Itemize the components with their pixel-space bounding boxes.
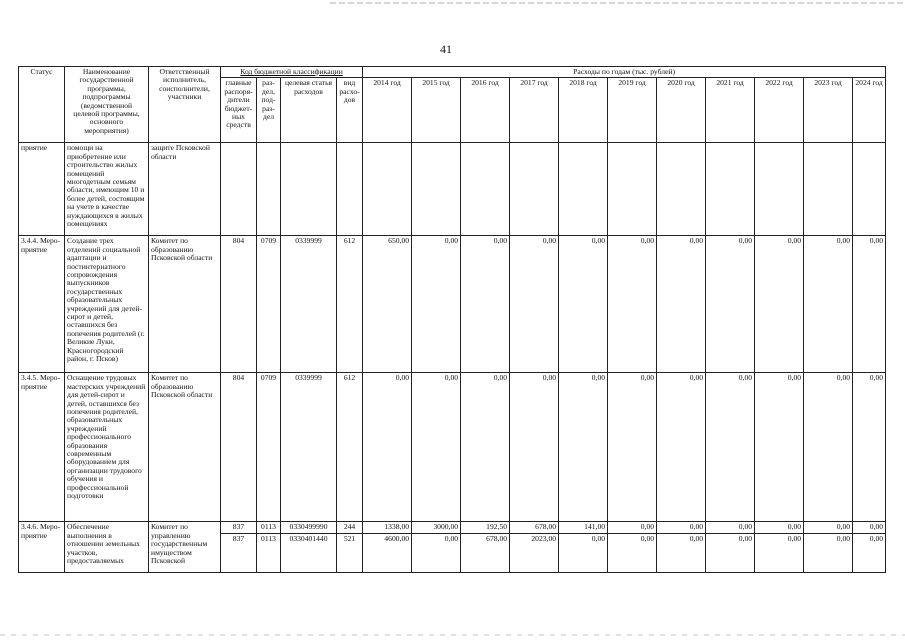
- cell-type: 612: [337, 236, 363, 373]
- cell-value: 4600,00: [363, 534, 412, 573]
- cell-status: 3.4.4. Меро-приятие: [19, 236, 65, 373]
- cell-status: приятие: [19, 143, 65, 236]
- header-year: 2017 год: [510, 78, 559, 143]
- cell-value: 0,00: [755, 373, 804, 522]
- cell-value: [804, 143, 853, 236]
- cell-value: 0,00: [755, 522, 804, 534]
- cell-value: 0,00: [461, 236, 510, 373]
- cell-value: 0,00: [657, 236, 706, 373]
- cell-section: 0709: [257, 236, 281, 373]
- cell-status: 3.4.6. Меро-приятие: [19, 522, 65, 573]
- header-target: целевая статья расходов: [281, 78, 337, 143]
- cell-value: 0,00: [804, 534, 853, 573]
- header-year: 2021 год: [706, 78, 755, 143]
- cell-value: 0,00: [706, 534, 755, 573]
- cell-value: [755, 143, 804, 236]
- header-year: 2019 год: [608, 78, 657, 143]
- cell-value: 0,00: [412, 373, 461, 522]
- header-grbs: главные распоря-дители бюджет-ных средств: [221, 78, 257, 143]
- cell-name: помощи на приобретение или строительство жилых помещений многодетным семьям области, имеющим 10 и более детей, состоящим на учете в качестве нуждающихся в жилых помещениях: [65, 143, 149, 236]
- cell-value: 0,00: [510, 373, 559, 522]
- cell-name: Оснащение трудовых мастерских учреждений для детей-сирот и детей, оставшихся без попечения родителей, образовательных учреждений профессионального образования современным оборудованием для организации трудового обучения и профессиональной подготовки: [65, 373, 149, 522]
- cell-grbs: 804: [221, 373, 257, 522]
- cell-value: 650,00: [363, 236, 412, 373]
- cell-value: 0,00: [804, 373, 853, 522]
- cell-grbs: 804: [221, 236, 257, 373]
- cell-value: 0,00: [706, 373, 755, 522]
- cell-value: 0,00: [755, 236, 804, 373]
- cell-value: 0,00: [559, 236, 608, 373]
- cell-value: 0,00: [608, 534, 657, 573]
- header-type: вид расхо-дов: [337, 78, 363, 143]
- cell-section: [257, 143, 281, 236]
- cell-value: 0,00: [853, 236, 886, 373]
- table-row: [19, 373, 886, 522]
- page-number: 41: [440, 42, 452, 56]
- cell-value: 0,00: [853, 534, 886, 573]
- header-year: 2020 год: [657, 78, 706, 143]
- cell-name: Обеспечение выполнения в отношении земельных участков, предоставляемых: [65, 522, 149, 573]
- cell-value: 0,00: [706, 522, 755, 534]
- cell-value: 0,00: [657, 534, 706, 573]
- cell-value: 0,00: [608, 373, 657, 522]
- header-year: 2023 год: [804, 78, 853, 143]
- cell-target: 0339999: [281, 236, 337, 373]
- cell-value: [853, 143, 886, 236]
- cell-status: 3.4.5. Меро-приятие: [19, 373, 65, 522]
- cell-value: 2023,00: [510, 534, 559, 573]
- cell-executor: Комитет по образованию Псковской области: [149, 373, 221, 522]
- cell-value: 3000,00: [412, 522, 461, 534]
- cell-value: 0,00: [412, 534, 461, 573]
- cell-target: 0339999: [281, 373, 337, 522]
- cell-section: 0709: [257, 373, 281, 522]
- cell-type: [337, 143, 363, 236]
- scan-artifact-bottom: [0, 634, 905, 636]
- cell-executor: Комитет по управлению государственным имуществом Псковской: [149, 522, 221, 573]
- cell-value: 0,00: [804, 522, 853, 534]
- cell-section: 0113: [257, 522, 281, 534]
- cell-value: 0,00: [608, 236, 657, 373]
- cell-value: 0,00: [510, 236, 559, 373]
- cell-value: [510, 143, 559, 236]
- cell-value: 0,00: [706, 236, 755, 373]
- cell-value: [608, 143, 657, 236]
- table-row: [19, 522, 886, 534]
- cell-grbs: 837: [221, 522, 257, 534]
- table-row: [19, 143, 886, 236]
- cell-type: 244: [337, 522, 363, 534]
- cell-executor: Комитет по образованию Псковской области: [149, 236, 221, 373]
- scan-artifact-top: [330, 2, 905, 4]
- header-row-1: [19, 67, 886, 78]
- header-budget-code-group: Код бюджетной классификации: [221, 67, 363, 78]
- header-year: 2024 год: [853, 78, 886, 143]
- cell-value: [559, 143, 608, 236]
- cell-value: 0,00: [755, 534, 804, 573]
- cell-value: 0,00: [363, 373, 412, 522]
- header-name: Наименование государственной программы, подпрограммы (ведомственной целевой программы, основного мероприятия): [65, 67, 149, 143]
- cell-type: 612: [337, 373, 363, 522]
- cell-value: [412, 143, 461, 236]
- cell-value: 678,00: [461, 534, 510, 573]
- cell-value: [461, 143, 510, 236]
- cell-value: [363, 143, 412, 236]
- cell-section: 0113: [257, 534, 281, 573]
- cell-value: 0,00: [559, 534, 608, 573]
- cell-grbs: 837: [221, 534, 257, 573]
- cell-target: [281, 143, 337, 236]
- header-expenses-group: Расходы по годам (тыс. рублей): [363, 67, 886, 78]
- cell-value: 0,00: [412, 236, 461, 373]
- budget-table: [18, 66, 886, 573]
- cell-value: [706, 143, 755, 236]
- cell-value: 192,50: [461, 522, 510, 534]
- cell-target: 0330401440: [281, 534, 337, 573]
- cell-value: 678,00: [510, 522, 559, 534]
- cell-executor: защите Псковской области: [149, 143, 221, 236]
- cell-value: 0,00: [608, 522, 657, 534]
- header-status: Статус: [19, 67, 65, 143]
- cell-value: 0,00: [657, 522, 706, 534]
- header-section: раз-дел, под-раз-дел: [257, 78, 281, 143]
- header-year: 2018 год: [559, 78, 608, 143]
- header-year: 2022 год: [755, 78, 804, 143]
- cell-value: 0,00: [461, 373, 510, 522]
- cell-value: 0,00: [853, 373, 886, 522]
- table-row: [19, 236, 886, 373]
- cell-value: 141,00: [559, 522, 608, 534]
- cell-name: Создание трех отделений социальной адаптации и постинтернатного сопровождения выпускников государственных образовательных учреждений для детей-сирот и детей, оставшихся без попечения родителей (г. Великие Луки, Красногородский район, г. Псков): [65, 236, 149, 373]
- cell-value: 0,00: [559, 373, 608, 522]
- header-year: 2016 год: [461, 78, 510, 143]
- cell-value: 0,00: [853, 522, 886, 534]
- cell-value: [657, 143, 706, 236]
- cell-value: 0,00: [657, 373, 706, 522]
- cell-grbs: [221, 143, 257, 236]
- header-executor: Ответственный исполнитель, соисполнители, участники: [149, 67, 221, 143]
- cell-target: 0330499990: [281, 522, 337, 534]
- cell-value: 0,00: [804, 236, 853, 373]
- cell-value: 1338,00: [363, 522, 412, 534]
- header-year: 2014 год: [363, 78, 412, 143]
- header-year: 2015 год: [412, 78, 461, 143]
- cell-type: 521: [337, 534, 363, 573]
